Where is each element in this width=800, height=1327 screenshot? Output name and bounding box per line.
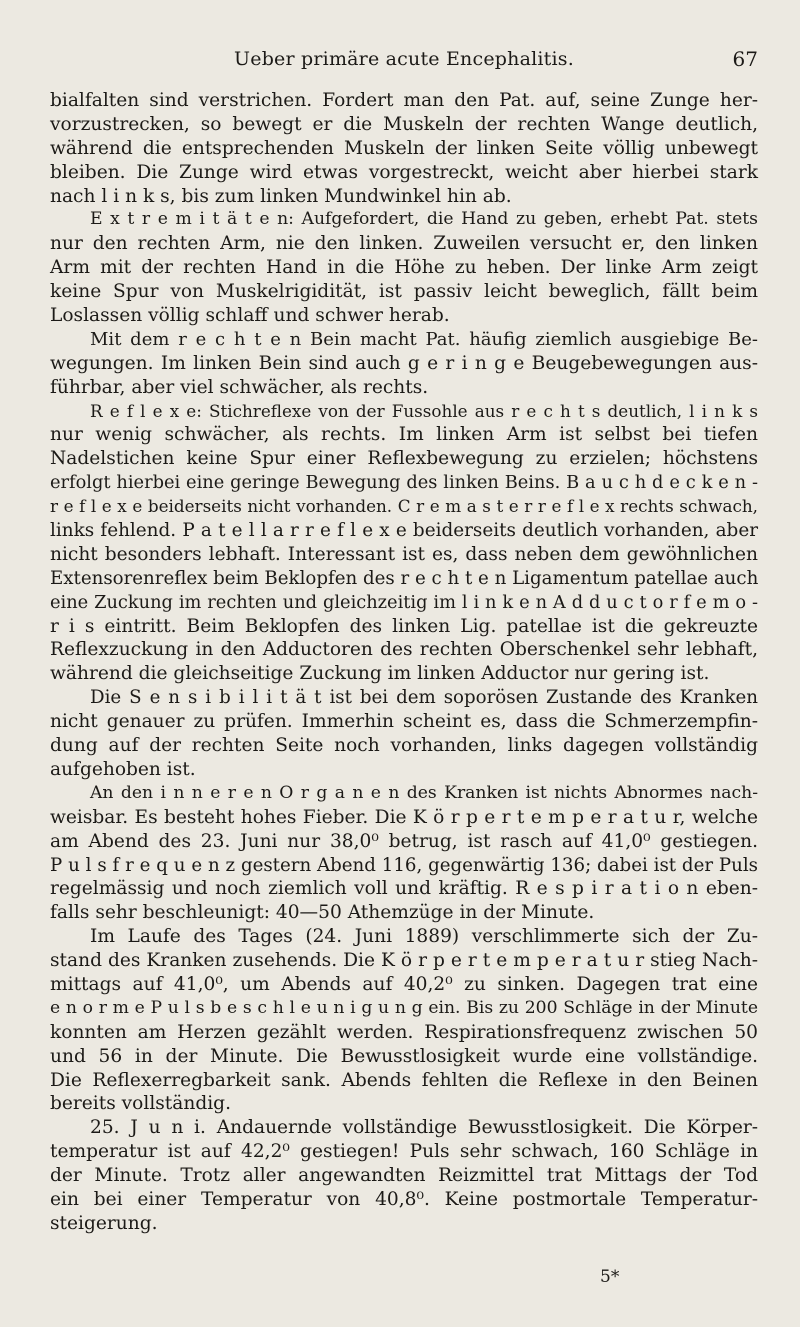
body-text [50, 89, 758, 1236]
text-line: E x t r e m i t ä t e n: Aufgefordert, die Hand zu geben, erhebt Pat. stets [90, 209, 758, 230]
text-line: Loslassen völlig schlaff und schwer herab. [50, 305, 450, 327]
text-line: Extensorenreflex beim Beklopfen des r e c h t e n Ligamentum patellae auch [50, 567, 759, 589]
text-line: während die entsprechenden Muskeln der linken Seite völlig unbewegt [50, 137, 758, 159]
text-line: während die gleichseitige Zuckung im linken Adductor nur gering ist. [50, 663, 710, 685]
text-line: e n o r m e P u l s b e s c h l e u n i g u n g ein. Bis zu 200 Schläge in der Minute [50, 997, 758, 1018]
text-line: am Abend des 23. Juni nur 38,0⁰ betrug, ist rasch auf 41,0⁰ gestiegen. [50, 830, 758, 852]
running-title: Ueber primäre acute Encephalitis. [234, 48, 574, 70]
text-line: bereits vollständig. [50, 1093, 231, 1115]
text-line: Mit dem r e c h t e n Bein macht Pat. häufig ziemlich ausgiebige Be- [90, 328, 758, 350]
text-line: Die Reflexerregbarkeit sank. Abends fehlten die Reflexe in den Beinen [50, 1069, 758, 1091]
text-line: und 56 in der Minute. Die Bewusstlosigkeit wurde eine vollständige. [50, 1045, 758, 1067]
text-line: 25. J u n i. Andauernde vollständige Bewusstlosigkeit. Die Körper- [90, 1117, 758, 1139]
text-line: konnten am Herzen gezählt werden. Respirationsfrequenz zwischen 50 [50, 1021, 758, 1043]
page-number: 67 [732, 47, 758, 71]
text-line: Die S e n s i b i l i t ä t ist bei dem soporösen Zustande des Kranken [90, 687, 758, 709]
text-line: ein bei einer Temperatur von 40,8⁰. Keine postmortale Temperatur- [50, 1188, 758, 1210]
text-line: der Minute. Trotz aller angewandten Reizmittel trat Mittags der Tod [50, 1165, 758, 1187]
text-line: nur wenig schwächer, als rechts. Im linken Arm ist selbst bei tiefen [50, 424, 758, 446]
text-line: steigerung. [50, 1212, 158, 1234]
text-line: stand des Kranken zusehends. Die K ö r p e r t e m p e r a t u r stieg Nach- [50, 950, 758, 972]
text-line: nicht besonders lebhaft. Interessant ist es, dass neben dem gewöhnlichen [50, 543, 758, 565]
text-line: P u l s f r e q u e n z gestern Abend 116, gegenwärtig 136; dabei ist der Puls [50, 854, 758, 876]
text-line: weisbar. Es besteht hohes Fieber. Die K ö r p e r t e m p e r a t u r, welche [50, 806, 758, 828]
text-line: aufgehoben ist. [50, 758, 196, 780]
text-line: dung auf der rechten Seite noch vorhanden, links dagegen vollständig [50, 735, 758, 757]
text-line: Nadelstichen keine Spur einer Reflexbewegung zu erzielen; höchstens [50, 448, 758, 470]
text-line: führbar, aber viel schwächer, als rechts. [50, 376, 429, 398]
text-line: erfolgt hierbei eine geringe Bewegung des linken Beins. B a u c h d e c k e n - [50, 472, 758, 494]
text-line: r i s eintritt. Beim Beklopfen des linken Lig. patellae ist die gekreuzte [50, 615, 758, 637]
text-line: wegungen. Im linken Bein sind auch g e r i n g e Beugebewegungen aus- [50, 352, 758, 374]
text-line: Im Laufe des Tages (24. Juni 1889) verschlimmerte sich der Zu- [90, 926, 758, 948]
text-line: vorzustrecken, so bewegt er die Muskeln der rechten Wange deutlich, [50, 113, 758, 135]
text-line: regelmässig und noch ziemlich voll und kräftig. R e s p i r a t i o n eben- [50, 878, 758, 900]
text-line: R e f l e x e: Stichreflexe von der Fussohle aus r e c h t s deutlich, l i n k s [90, 400, 758, 421]
text-line: Reflexzuckung in den Adductoren des rechten Oberschenkel sehr lebhaft, [50, 639, 758, 661]
text-line: Arm mit der rechten Hand in die Höhe zu heben. Der linke Arm zeigt [50, 257, 758, 279]
text-line: bleiben. Die Zunge wird etwas vorgestreckt, weicht aber hierbei stark [50, 161, 758, 183]
text-line: r e f l e x e beiderseits nicht vorhanden. C r e m a s t e r r e f l e x rechts schwach, [50, 496, 758, 517]
text-line: links fehlend. P a t e l l a r r e f l e x e beiderseits deutlich vorhanden, aber [50, 520, 758, 542]
running-header [50, 44, 758, 74]
text-line: nicht genauer zu prüfen. Immerhin scheint es, dass die Schmerzempfin- [50, 711, 758, 733]
text-line: falls sehr beschleunigt: 40—50 Athemzüge in der Minute. [50, 902, 595, 924]
text-line: eine Zuckung im rechten und gleichzeitig im l i n k e n A d d u c t o r f e m o - [50, 591, 758, 613]
text-line: mittags auf 41,0⁰, um Abends auf 40,2⁰ zu sinken. Dagegen trat eine [50, 973, 758, 995]
signature-mark: 5* [600, 1267, 620, 1287]
text-line: temperatur ist auf 42,2⁰ gestiegen! Puls sehr schwach, 160 Schläge in [50, 1141, 758, 1163]
text-line: keine Spur von Muskelrigidität, ist passiv leicht beweglich, fällt beim [50, 281, 758, 303]
text-line: An den i n n e r e n O r g a n e n des Kranken ist nichts Abnormes nach- [90, 782, 758, 803]
text-line: bialfalten sind verstrichen. Fordert man den Pat. auf, seine Zunge her- [50, 90, 758, 111]
text-line: nach l i n k s, bis zum linken Mundwinkel hin ab. [50, 185, 512, 207]
text-line: nur den rechten Arm, nie den linken. Zuweilen versucht er, den linken [50, 233, 758, 255]
